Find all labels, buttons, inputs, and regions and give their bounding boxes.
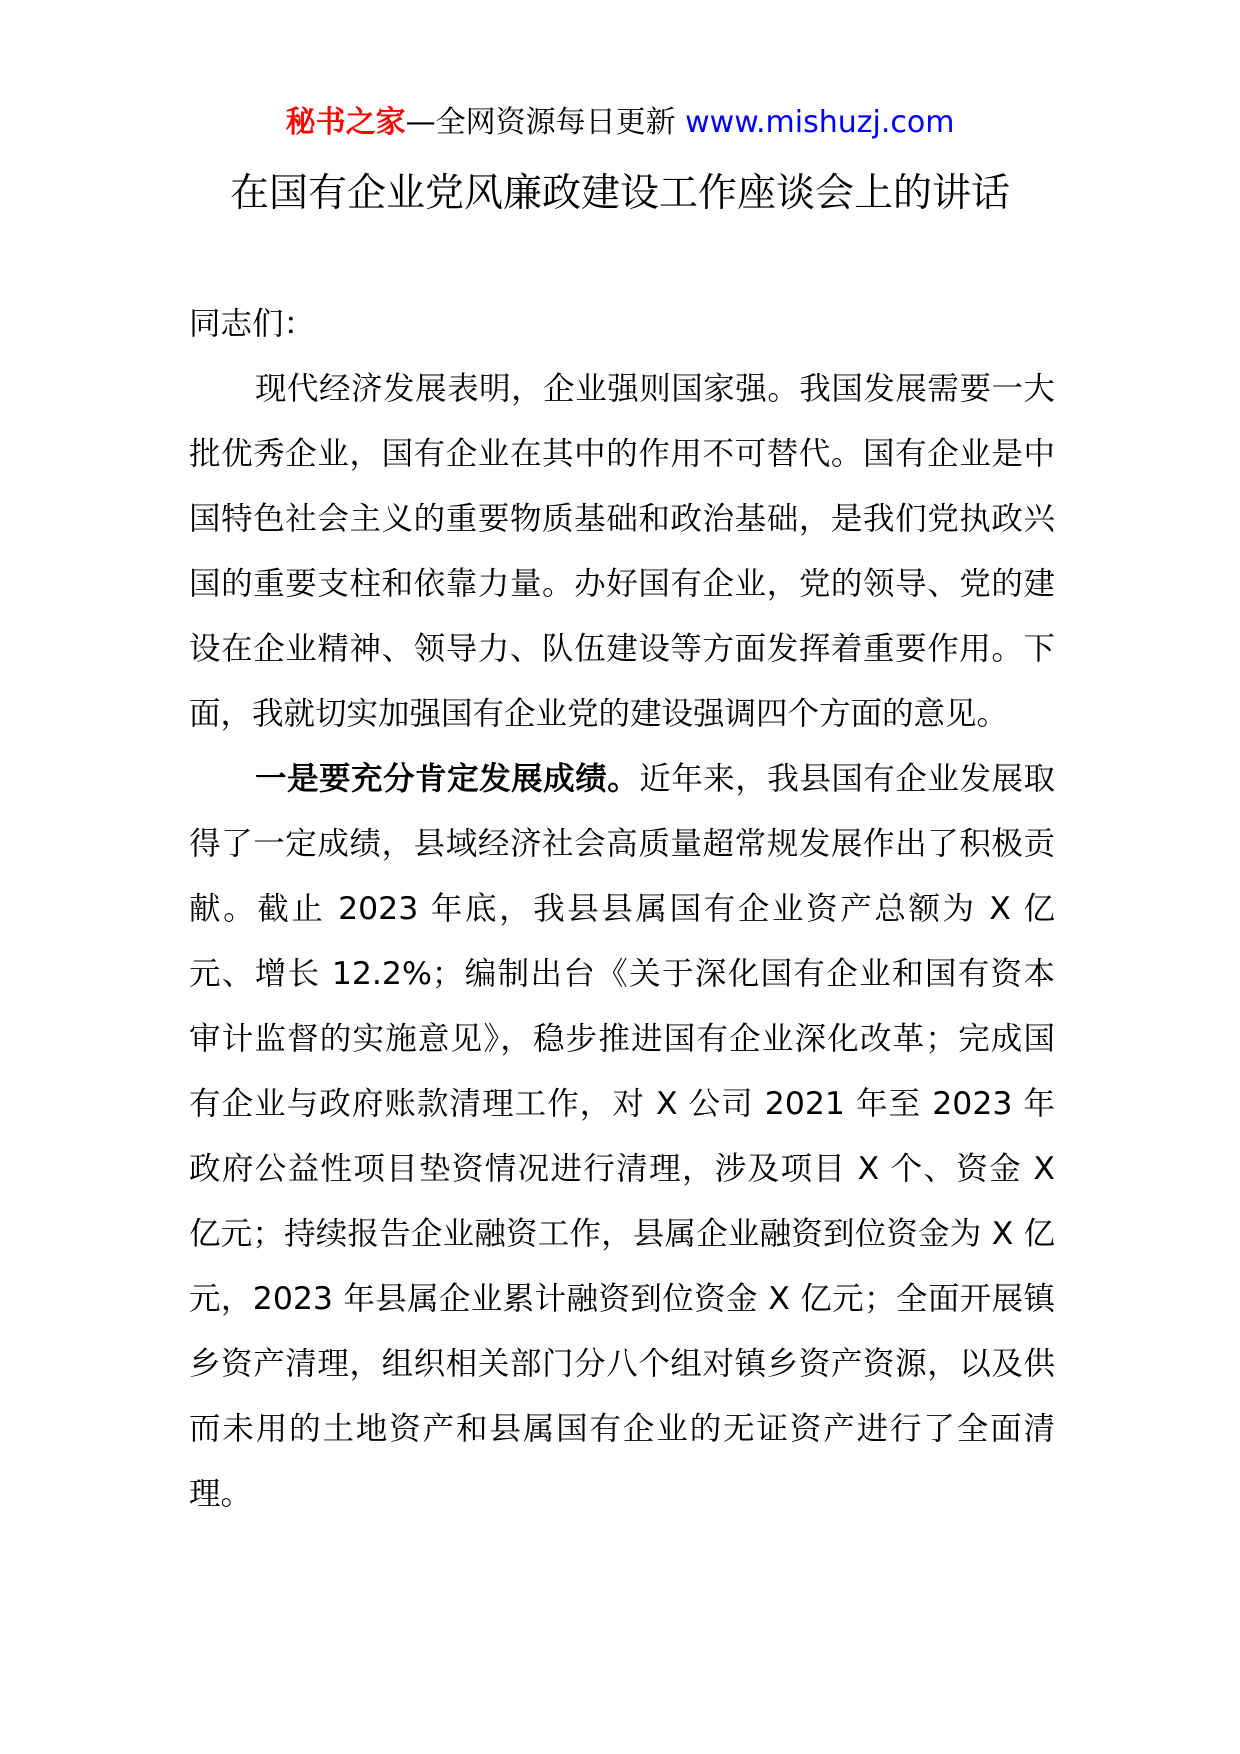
- paragraph-lead: 一是要充分肯定发展成绩。: [255, 761, 640, 797]
- header-tagline: —全网资源每日更新: [405, 105, 686, 140]
- site-header: [0, 100, 1240, 146]
- site-url-link[interactable]: www.mishuzj.com: [685, 105, 955, 140]
- body-paragraph: [189, 747, 1055, 1527]
- paragraph-text: 近年来，我县国有企业发展取得了一定成绩，县域经济社会高质量超常规发展作出了积极贡献。截止 2023 年底，我县县属国有企业资产总额为 X 亿元、增长 12.2%；编制出台《关于深化国有企业和国有资本审计监督的实施意见》，稳步推进国有企业深化改革；完成国有企业与政府账款清理工作，对 X 公司 2021 年至 2023 年政府公益性项目垫资情况进行清理，涉及项目 X 个、资金 X 亿元；持续报告企业融资工作，县属企业融资到位资金为 X 亿元，2023 年县属企业累计融资到位资金 X 亿元；全面开展镇乡资产清理，组织相关部门分八个组对镇乡资产资源，以及供而未用的土地资产和县属国有企业的无证资产进行了全面清理。: [189, 761, 1055, 1512]
- body-paragraph: [189, 357, 1055, 747]
- paragraph-text: 现代经济发展表明，企业强则国家强。我国发展需要一大批优秀企业，国有企业在其中的作用不可替代。国有企业是中国特色社会主义的重要物质基础和政治基础，是我们党执政兴国的重要支柱和依靠力量。办好国有企业，党的领导、党的建设在企业精神、领导力、队伍建设等方面发挥着重要作用。下面，我就切实加强国有企业党的建设强调四个方面的意见。: [189, 371, 1055, 732]
- document-body: [189, 292, 1055, 1527]
- salutation: 同志们：: [189, 306, 316, 342]
- brand-name: 秘书之家: [285, 105, 406, 140]
- document-title: 在国有企业党风廉政建设工作座谈会上的讲话: [229, 171, 1010, 216]
